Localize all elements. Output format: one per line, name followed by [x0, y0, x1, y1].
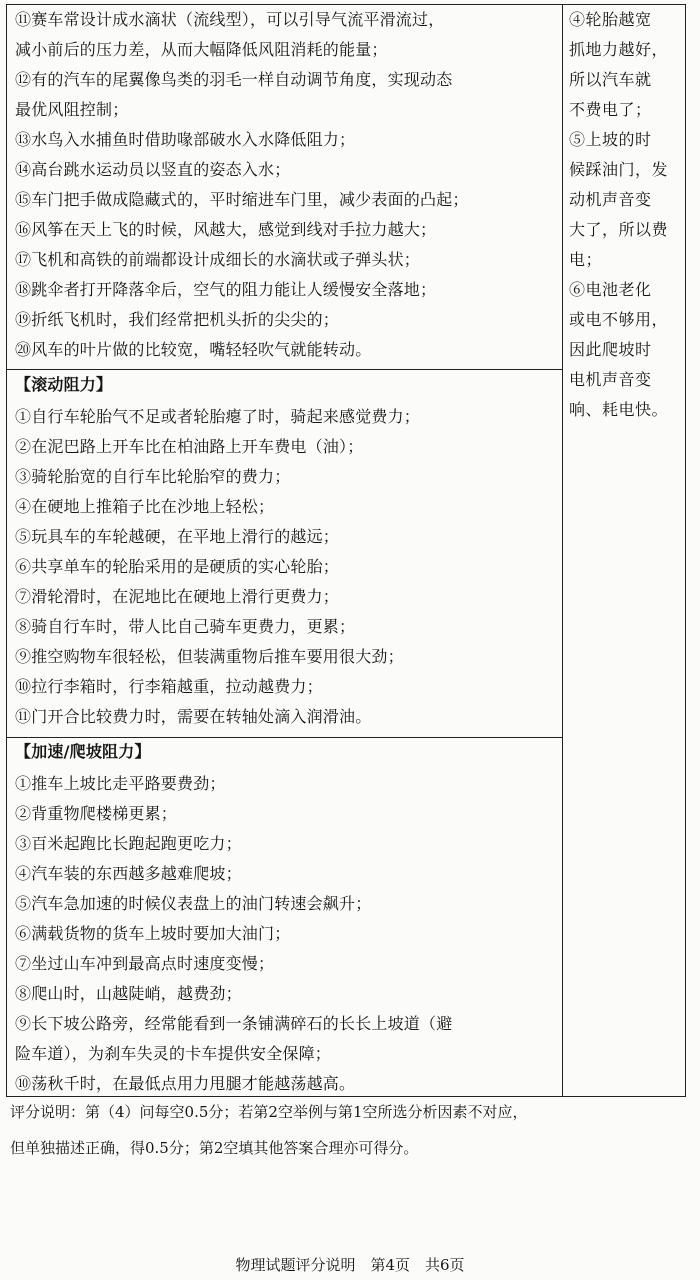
answer-line: ⑱跳伞者打开降落伞后，空气的阻力能让人缓慢安全落地； — [15, 280, 437, 299]
answer-table — [6, 4, 686, 1097]
answer-line: ⑥满载货物的货车上坡时要加大油门； — [15, 924, 291, 943]
answer-line: 险车道），为刹车失灵的卡车提供安全保障； — [15, 1044, 332, 1063]
answer-line: ④汽车装的东西越多越难爬坡； — [15, 864, 242, 883]
answer-line: ⑨推空购物车很轻松，但装满重物后推车要用很大劲； — [15, 647, 404, 666]
answer-line: ⑧骑自行车时，带人比自己骑车更费力，更累； — [15, 617, 356, 636]
right-line: 抓地力越好， — [569, 40, 669, 59]
answer-line: ⑬水鸟入水捕鱼时借助喙部破水入水降低阻力； — [15, 130, 356, 149]
answer-line: ②背重物爬楼梯更累； — [15, 804, 178, 823]
answer-line: ⑩荡秋千时，在最低点用力甩腿才能越荡越高。 — [15, 1074, 356, 1093]
answer-line: ⑫有的汽车的尾翼像鸟类的羽毛一样自动调节角度，实现动态 — [15, 70, 453, 89]
answer-line: 减小前后的压力差，从而大幅降低风阻消耗的能量； — [15, 40, 388, 59]
answer-line: ⑪赛车常设计成水滴状（流线型），可以引导气流平滑流过， — [15, 10, 445, 29]
page-footer: 物理试题评分说明 第4页 共6页 — [235, 1256, 465, 1274]
answer-line: ①推车上坡比走平路要费劲； — [15, 774, 226, 793]
right-line: ⑥电池老化 — [569, 280, 652, 299]
answer-line: ②在泥巴路上开车比在柏油路上开车费电（油）； — [15, 437, 364, 456]
answer-line: ④在硬地上推箱子比在沙地上轻松； — [15, 497, 275, 516]
grading-note: 但单独描述正确，得0.5分；第2空填其他答案合理亦可得分。 — [10, 1139, 419, 1157]
grading-note: 评分说明：第（4）问每空0.5分；若第2空举例与第1空所选分析因素不对应， — [10, 1103, 528, 1121]
answer-line: ⑯风筝在天上飞的时候，风越大，感觉到线对手拉力越大； — [15, 220, 437, 239]
answer-line: ⑧爬山时，山越陡峭，越费劲； — [15, 984, 242, 1003]
answer-line: ⑭高台跳水运动员以竖直的姿态入水； — [15, 160, 291, 179]
answer-line: ③骑轮胎宽的自行车比轮胎窄的费力； — [15, 467, 291, 486]
column-divider — [562, 5, 563, 1096]
right-line: 电； — [569, 250, 603, 269]
right-line: 动机声音变 — [569, 190, 652, 209]
answer-line: ⑰飞机和高铁的前端都设计成细长的水滴状或子弹头状； — [15, 250, 421, 269]
answer-line: ⑳风车的叶片做的比较宽，嘴轻轻吹气就能转动。 — [15, 340, 372, 359]
right-line: ⑤上坡的时 — [569, 130, 652, 149]
answer-line: ⑮车门把手做成隐藏式的，平时缩进车门里，减少表面的凸起； — [15, 190, 469, 209]
right-line: 电机声音变 — [569, 370, 652, 389]
section-title-climbing: 【加速/爬坡阻力】 — [15, 742, 151, 761]
answer-line: ⑤汽车急加速的时候仪表盘上的油门转速会飙升； — [15, 894, 372, 913]
right-line: 不费电了； — [569, 100, 652, 119]
answer-line: ⑥共享单车的轮胎采用的是硬质的实心轮胎； — [15, 557, 340, 576]
section-divider-1 — [7, 369, 562, 370]
right-line: 所以汽车就 — [569, 70, 652, 89]
right-line: 因此爬坡时 — [569, 340, 652, 359]
right-line: 响、耗电快。 — [569, 400, 669, 419]
answer-line: ⑦坐过山车冲到最高点时速度变慢； — [15, 954, 275, 973]
answer-line: ⑩拉行李箱时，行李箱越重，拉动越费力； — [15, 677, 323, 696]
answer-line: ⑤玩具车的车轮越硬，在平地上滑行的越远； — [15, 527, 340, 546]
answer-line: ⑲折纸飞机时，我们经常把机头折的尖尖的； — [15, 310, 340, 329]
answer-line: ⑦滑轮滑时，在泥地比在硬地上滑行更费力； — [15, 587, 340, 606]
right-line: 候踩油门，发 — [569, 160, 669, 179]
section-title-rolling: 【滚动阻力】 — [15, 375, 113, 394]
answer-line: ①自行车轮胎气不足或者轮胎瘪了时，骑起来感觉费力； — [15, 407, 421, 426]
right-line: 大了，所以费 — [569, 220, 669, 239]
right-line: ④轮胎越宽 — [569, 10, 652, 29]
answer-line: ⑨长下坡公路旁，经常能看到一条铺满碎石的长长上坡道（避 — [15, 1014, 453, 1033]
section-divider-2 — [7, 737, 562, 738]
answer-line: ③百米起跑比长跑起跑更吃力； — [15, 834, 242, 853]
answer-line: 最优风阻控制； — [15, 100, 129, 119]
answer-line: ⑪门开合比较费力时，需要在转轴处滴入润滑油。 — [15, 707, 372, 726]
right-line: 或电不够用， — [569, 310, 669, 329]
